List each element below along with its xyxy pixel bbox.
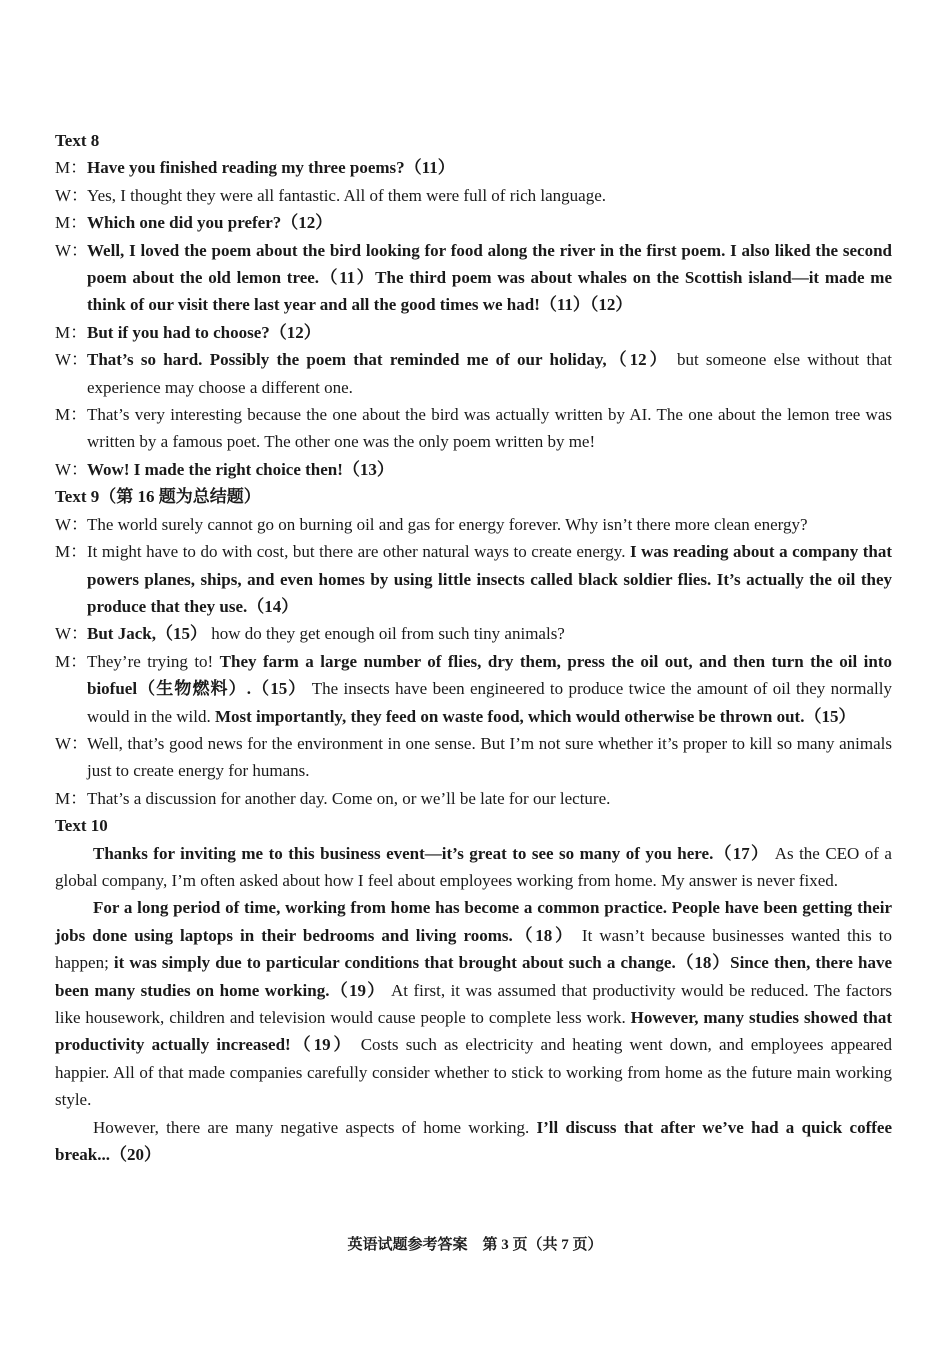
bold-answer-text: But Jack,（15） xyxy=(87,624,207,644)
speaker-label: M： xyxy=(55,322,88,342)
plain-text: At first, it was assumed that productivity would be reduced. The factors like housework, children and television would cause people to complete less work. xyxy=(55,980,892,1027)
bold-answer-text: Which one did you prefer?（12） xyxy=(87,213,333,233)
plain-text: but someone else without that experience may choose a different one. xyxy=(87,350,892,397)
plain-text: how do they get enough oil from such tiny animals? xyxy=(206,624,565,644)
speaker-label: W： xyxy=(55,350,89,370)
plain-text: It wasn’t because businesses wanted this to happen; xyxy=(55,925,892,973)
bold-answer-text: I was reading about a company that powers planes, ships, and even homes by using little insects called black soldier flies. It’s actually the oil they produce that they use.（14） xyxy=(87,542,893,616)
bold-answer-text: But if you had to choose?（12） xyxy=(87,322,321,342)
text8-heading: Text 8 xyxy=(55,131,100,150)
bold-answer-text: I’ll discuss that after we’ve had a quick coffee break...（20） xyxy=(55,1117,892,1165)
speaker-label: W： xyxy=(55,733,89,753)
dialogue-line xyxy=(55,346,892,401)
plain-text: The insects have been engineered to produce twice the amount of oil they normally would in the wild. xyxy=(87,679,893,726)
page-footer: 英语试题参考答案 第 3 页（共 7 页） xyxy=(347,1237,603,1253)
text9-dialogue xyxy=(55,511,892,812)
dialogue-line xyxy=(55,648,892,730)
dialogue-line xyxy=(55,237,892,319)
speaker-label: M： xyxy=(55,405,88,425)
bold-answer-text: Have you finished reading my three poems?（11） xyxy=(87,158,455,178)
plain-text: As the CEO of a global company, I’m often asked about how I feel about employees working from home. My answer is never fixed. xyxy=(55,843,892,890)
plain-text: Costs such as electricity and heating went down, and employees appeared happier. All of that made companies carefully consider whether to stick to working from home as the future main working style. xyxy=(55,1035,892,1110)
speaker-label: W： xyxy=(55,624,89,644)
speaker-label: W： xyxy=(55,514,89,534)
dialogue-line xyxy=(55,620,892,647)
dialogue-line xyxy=(55,154,892,181)
speaker-label: M： xyxy=(55,651,88,671)
speaker-label: M： xyxy=(55,158,88,178)
bold-answer-text: it was simply due to particular conditions that brought about such a change.（18）Since then, there have been many studies on home working.（19） xyxy=(55,953,892,1000)
dialogue-line xyxy=(55,401,892,456)
plain-text: However, there are many negative aspects of home working. xyxy=(93,1117,537,1137)
speaker-label: W： xyxy=(55,459,89,479)
bold-answer-text: For a long period of time, working from home has become a common practice. People have been getting their jobs done using laptops in their bedrooms and living rooms.（18） xyxy=(55,898,892,945)
passage-paragraph xyxy=(55,1114,892,1169)
dialogue-line xyxy=(55,538,892,620)
speaker-label: M： xyxy=(55,213,88,233)
bold-answer-text: Thanks for inviting me to this business event—it’s great to see so many of you here.（17） xyxy=(93,843,770,863)
bold-answer-text: Wow! I made the right choice then!（13） xyxy=(87,459,394,479)
plain-text: It might have to do with cost, but there are other natural ways to create energy. xyxy=(87,542,630,562)
speaker-label: W： xyxy=(55,240,89,260)
dialogue-line xyxy=(55,209,892,236)
dialogue-line xyxy=(55,730,892,785)
dialogue-line xyxy=(55,182,892,209)
bold-answer-text: They farm a large number of flies, dry them, press the oil out, and then turn the oil into biofuel（生物燃料）.（15） xyxy=(87,651,892,699)
speaker-label: M： xyxy=(55,542,88,562)
speaker-label: W： xyxy=(55,185,89,205)
plain-text: Yes, I thought they were all fantastic. All of them were full of rich language. xyxy=(87,185,606,205)
bold-answer-text: That’s so hard. Possibly the poem that reminded me of our holiday,（12） xyxy=(87,350,670,370)
plain-text: Well, that’s good news for the environment in one sense. But I’m not sure whether it’s proper to kill so many animals just to create energy for humans. xyxy=(87,733,892,781)
dialogue-line xyxy=(55,319,892,346)
passage-paragraph xyxy=(55,894,892,1113)
plain-text: The world surely cannot go on burning oil and gas for energy forever. Why isn’t there more clean energy? xyxy=(87,514,808,534)
plain-text: That’s very interesting because the one about the bird was actually written by AI. The one about the lemon tree was written by a famous poet. The other one was the only poem written by me! xyxy=(87,405,892,452)
plain-text: They’re trying to! xyxy=(87,651,220,671)
dialogue-line xyxy=(55,456,892,483)
bold-answer-text: Well, I loved the poem about the bird looking for food along the river in the first poem. I also liked the second poem about the old lemon tree.（11）The third poem was about whales on the Scottish island—it made me think of our visit there last year and all the good times we had!（11）（12） xyxy=(87,240,892,315)
dialogue-line xyxy=(55,785,892,812)
dialogue-line xyxy=(55,511,892,538)
passage-paragraph xyxy=(55,840,892,895)
text8-dialogue xyxy=(55,154,892,483)
bold-answer-text: However, many studies showed that productivity actually increased!（19） xyxy=(55,1008,892,1055)
speaker-label: M： xyxy=(55,788,88,808)
text10-passage xyxy=(55,840,892,1169)
bold-answer-text: Most importantly, they feed on waste food, which would otherwise be thrown out.（15） xyxy=(214,706,856,726)
answer-page xyxy=(55,127,892,1168)
text10-heading: Text 10 xyxy=(55,816,108,836)
text9-heading: Text 9（第 16 题为总结题） xyxy=(55,487,261,507)
plain-text: That’s a discussion for another day. Come on, or we’ll be late for our lecture. xyxy=(87,788,611,808)
